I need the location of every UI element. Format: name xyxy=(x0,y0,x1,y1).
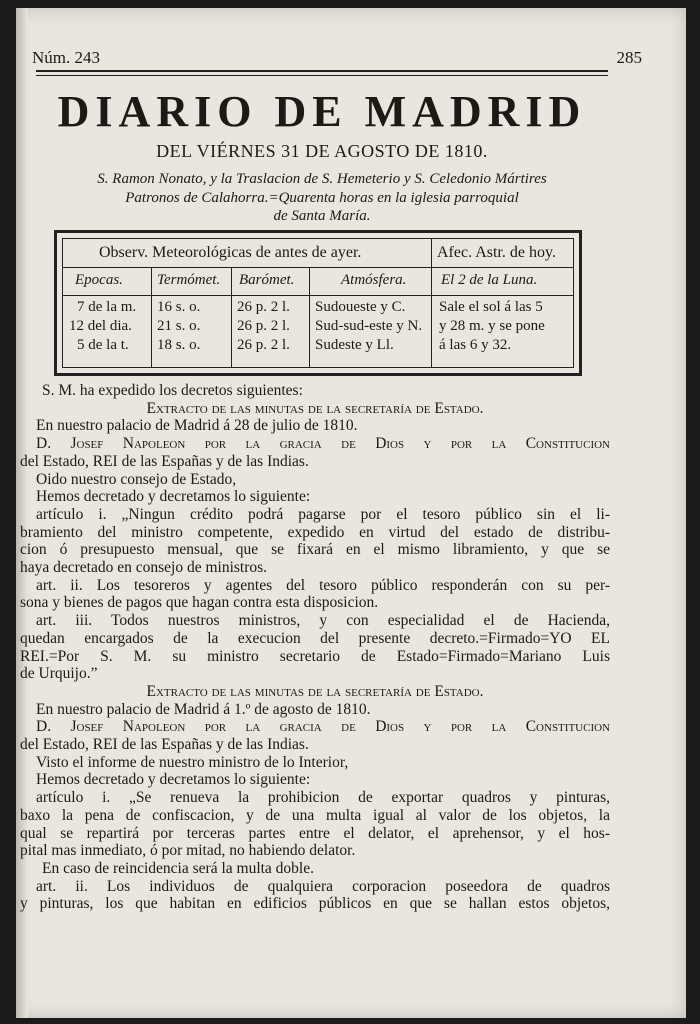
masthead-title: DIARIO DE MADRID xyxy=(57,87,587,136)
weather-divider-astro xyxy=(431,239,432,367)
row-epoca: 12 del dia. xyxy=(69,318,132,334)
body-line: bramiento del ministro competente, expedido en virtud del estado de distribu- xyxy=(20,523,610,541)
body-line: artículo i. „Ningun crédito podrá pagarse por el tesoro público sin el li- xyxy=(36,505,610,523)
row-astro: y 28 m. y se pone xyxy=(439,318,545,334)
body-line: artículo i. „Se renueva la prohibicion de exportar quadros y pinturas, xyxy=(36,789,610,807)
section-heading: Extracto de las minutas de la secretaría de Estado. xyxy=(146,399,484,417)
saints-line: S. Ramon Nonato, y la Traslacion de S. Hemeterio y S. Celedonio Mártires xyxy=(97,171,547,187)
body-line: baxo la pena de confiscacion, y de una multa igual al valor de los objetos, la xyxy=(20,806,610,824)
weather-divider xyxy=(151,267,152,367)
col-header-baromet: Barómet. xyxy=(239,272,295,288)
body-line: Visto el informe de nuestro ministro de lo Interior, xyxy=(36,753,349,771)
weather-divider xyxy=(309,267,310,367)
body-line: D. Josef Napoleon por la gracia de Dios y por la Constitucion xyxy=(36,435,610,453)
body-line: quedan encargados de la execucion del presente decreto.=Firmado=YO EL xyxy=(20,629,610,647)
row-atmos: Sud-sud-este y N. xyxy=(315,318,423,334)
page-number: 285 xyxy=(616,48,642,67)
header-rule xyxy=(36,70,608,72)
issue-number: Núm. 243 xyxy=(32,48,100,67)
body-line: Hemos decretado y decretamos lo siguiente: xyxy=(36,771,311,789)
col-header-epocas: Epocas. xyxy=(75,272,123,288)
weather-rule xyxy=(63,267,573,268)
row-atmos: Sudeste y Ll. xyxy=(315,337,394,353)
weather-table-inner-border xyxy=(62,238,574,368)
body-line: del Estado, REI de las Españas y de las Indias. xyxy=(20,736,309,754)
newspaper-page xyxy=(16,8,686,1018)
article-body xyxy=(20,382,610,913)
weather-table xyxy=(54,230,582,376)
col-header-luna: El 2 de la Luna. xyxy=(441,272,538,288)
row-baro: 26 p. 2 l. xyxy=(237,318,290,334)
body-line: Hemos decretado y decretamos lo siguiente: xyxy=(36,488,311,506)
row-baro: 26 p. 2 l. xyxy=(237,337,290,353)
body-line: S. M. ha expedido los decretos siguientes: xyxy=(42,382,303,399)
body-line: pital mas inmediato, ó por mitad, no habiendo delator. xyxy=(20,842,356,860)
row-epoca: 7 de la m. xyxy=(77,299,137,315)
body-line: qual se repartirá por terceras partes entre el delator, el aprehensor, y el hos- xyxy=(20,824,610,842)
weather-title: Observ. Meteorológicas de antes de ayer. xyxy=(99,244,362,261)
section-heading: Extracto de las minutas de la secretaría de Estado. xyxy=(146,682,484,700)
col-header-atmosfera: Atmósfera. xyxy=(341,272,407,288)
body-line: art. ii. Los tesoreros y agentes del tesoro público responderán con su per- xyxy=(36,576,610,594)
row-epoca: 5 de la t. xyxy=(77,337,129,353)
body-line: art. iii. Todos nuestros ministros, y con especialidad el de Hacienda, xyxy=(36,612,610,630)
body-line: En nuestro palacio de Madrid á 28 de julio de 1810. xyxy=(36,417,358,435)
saints-of-the-day xyxy=(36,170,608,226)
body-line: y pinturas, los que habitan en edificios públicos en que se hallan estos objetos, xyxy=(20,895,610,913)
body-line: D. Josef Napoleon por la gracia de Dios y por la Constitucion xyxy=(36,718,610,736)
weather-divider xyxy=(231,267,232,367)
row-term: 18 s. o. xyxy=(157,337,201,353)
row-term: 21 s. o. xyxy=(157,318,201,334)
saints-line: Patronos de Calahorra.=Quarenta horas en la iglesia parroquial xyxy=(125,189,519,206)
saints-line: de Santa María. xyxy=(273,208,371,224)
dateline: DEL VIÉRNES 31 DE AGOSTO DE 1810. xyxy=(156,141,488,161)
body-line: art. ii. Los individuos de qualquiera corporacion poseedora de quadros xyxy=(36,877,610,895)
body-line: Oido nuestro consejo de Estado, xyxy=(36,470,237,488)
body-line: En caso de reincidencia será la multa doble. xyxy=(42,859,314,877)
body-line: sona y bienes de pagos que hagan contra esta disposicion. xyxy=(20,594,379,612)
col-header-termomet: Termómet. xyxy=(157,272,221,288)
row-astro: Sale el sol á las 5 xyxy=(439,299,543,315)
row-atmos: Sudoueste y C. xyxy=(315,299,406,315)
body-line: En nuestro palacio de Madrid á 1.º de agosto de 1810. xyxy=(36,700,371,718)
row-term: 16 s. o. xyxy=(157,299,201,315)
body-line: REI.=Por S. M. su ministro secretario de Estado=Firmado=Mariano Luis xyxy=(20,647,610,665)
body-line: de Urquijo.” xyxy=(20,665,98,683)
weather-rule xyxy=(63,295,573,296)
row-astro: á las 6 y 32. xyxy=(439,337,512,353)
header-rule-thin xyxy=(36,75,608,76)
astro-title: Afec. Astr. de hoy. xyxy=(437,244,556,261)
body-line: del Estado, REI de las Españas y de las Indias. xyxy=(20,452,309,470)
body-line: cion ó presupuesto mensual, que se fixará en el mismo libramiento, y que se xyxy=(20,541,610,559)
row-baro: 26 p. 2 l. xyxy=(237,299,290,315)
body-line: haya decretado en consejo de ministros. xyxy=(20,559,268,577)
